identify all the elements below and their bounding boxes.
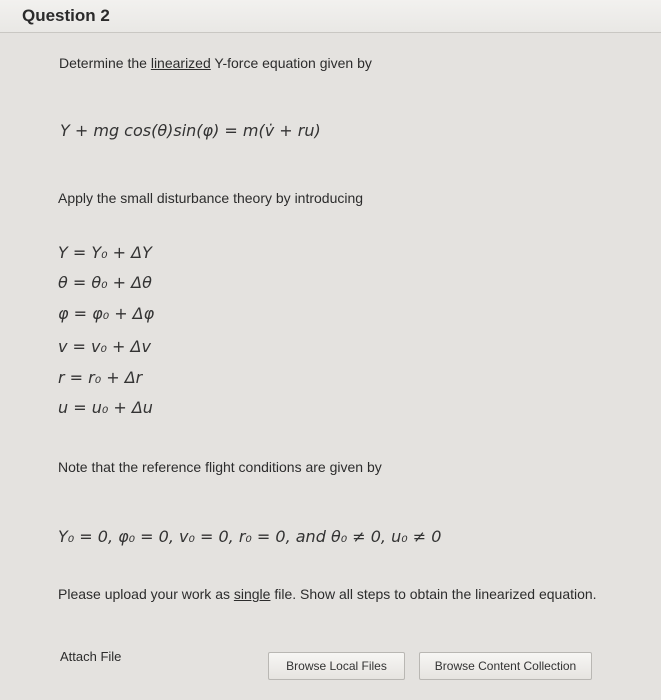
question-header: [0, 0, 661, 33]
browse-content-collection-button[interactable]: Browse Content Collection: [419, 652, 592, 680]
disturbance-u: u = u₀ + Δu: [58, 398, 153, 417]
upload-instructions: [58, 586, 597, 602]
question-body: [0, 33, 661, 700]
disturbance-v: v = v₀ + Δv: [58, 337, 151, 356]
disturbance-theta: θ = θ₀ + Δθ: [58, 273, 152, 292]
prompt-post: Y-force equation given by: [210, 55, 372, 71]
prompt-text: [59, 55, 372, 71]
disturbance-y: Y = Y₀ + ΔY: [58, 243, 152, 262]
question-title: Question 2: [22, 6, 110, 25]
main-equation: Y + mg cos(θ)sin(φ) = m(v̇ + ru): [60, 121, 321, 140]
disturbance-r: r = r₀ + Δr: [58, 368, 143, 387]
attach-file-label: Attach File: [60, 649, 122, 664]
disturbance-phi: φ = φ₀ + Δφ: [58, 304, 155, 323]
linearized-term: linearized: [150, 55, 211, 71]
apply-text: Apply the small disturbance theory by introducing: [58, 190, 364, 206]
single-term: single: [233, 586, 271, 602]
browse-local-files-button[interactable]: Browse Local Files: [268, 652, 405, 680]
upload-post: file. Show all steps to obtain the linearized equation.: [270, 586, 597, 602]
reference-conditions: Y₀ = 0, φ₀ = 0, v₀ = 0, r₀ = 0, and θ₀ ≠ 0, u₀ ≠ 0: [58, 527, 442, 546]
prompt-pre: Determine the: [59, 55, 151, 71]
note-text: Note that the reference flight conditions are given by: [58, 459, 382, 475]
upload-pre: Please upload your work as: [58, 586, 234, 602]
